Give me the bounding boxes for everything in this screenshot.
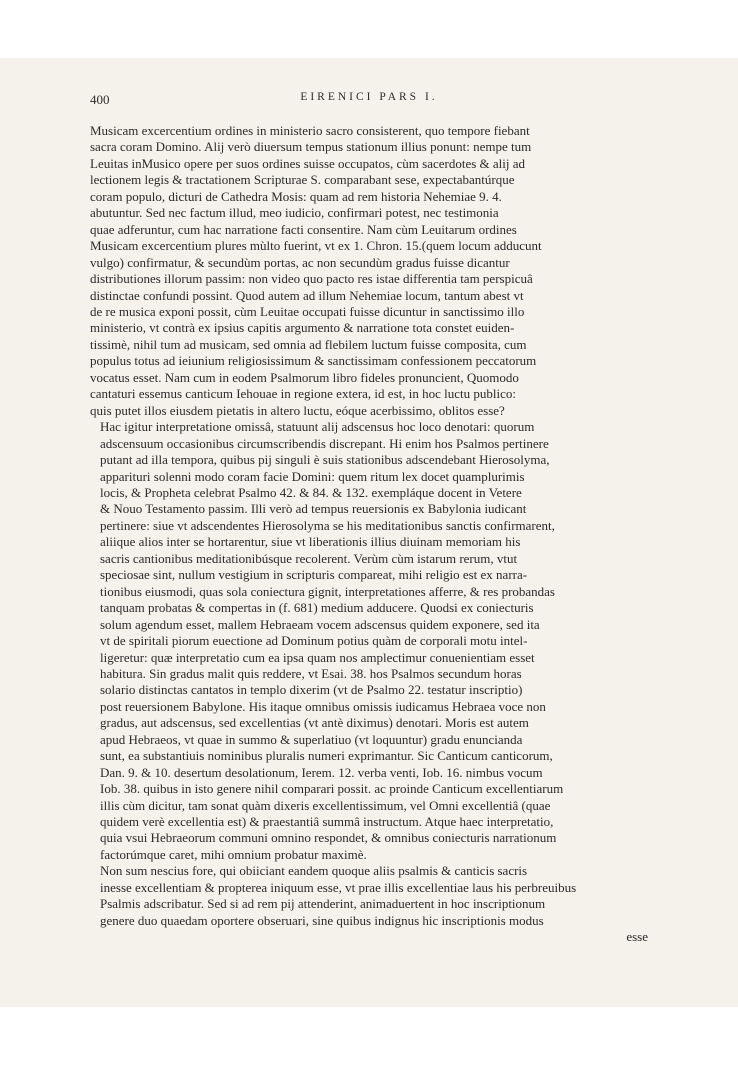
text-line: coram populo, dicturi de Cathedra Mosis: quam ad rem historia Nehemiae 9. 4.	[90, 188, 502, 204]
text-line: Leuitas inMusico opere per suos ordines suisse occupatos, cùm sacerdotes & alij ad	[90, 155, 526, 171]
text-line: genere duo quaedam oportere obseruari, sine quibus indignus hic inscriptionis modus	[100, 912, 544, 928]
text-line: vt de spiritali piorum euectione ad Dominum potius quàm de corporali motu intel-	[100, 633, 528, 649]
text-line: Iob. 38. quibus in isto genere nihil comparari possit. ac proinde Canticum excellentiarum	[100, 781, 564, 797]
book-page	[0, 58, 738, 1007]
text-line: populus totus ad ieiunium religiosissimum & sanctissimam confessionem peccatorum	[90, 353, 537, 369]
text-line: illis cùm dicitur, tam sonat quàm dixeris excellentissimum, vel Omni excellentiâ (quae	[100, 797, 551, 813]
text-line: Dan. 9. & 10. desertum desolationum, Ierem. 12. verba venti, Iob. 16. nimbus vocum	[100, 764, 543, 780]
text-line: inesse excellentiam & propterea iniquum esse, vt prae illis excellentiae laus his perbreuibus	[100, 879, 577, 895]
paragraph	[90, 123, 648, 419]
text-line: locis, & Propheta celebrat Psalmo 42. & 84. & 132. exempláque docent in Vetere	[100, 484, 522, 500]
page-number: 400	[90, 92, 110, 107]
text-line: vocatus esset. Nam cum in eodem Psalmorum libro fideles pronuncient, Quomodo	[90, 369, 519, 385]
text-line: solario distinctas cantatos in templo dixerim (vt de Psalmo 22. testatur inscriptio)	[100, 682, 523, 698]
text-line: cantaturi essemus canticum Iehouae in regione extera, id est, in hoc luctu publico:	[90, 386, 516, 402]
text-line: Musicam excercentium ordines in ministerio sacro consisterent, quo tempore fiebant	[90, 123, 530, 138]
catchword: esse	[626, 929, 648, 945]
text-line: tanquam probatas & compertas in (f. 681) medium adducere. Quodsi ex coniecturis	[100, 600, 534, 616]
text-line: quidem verè excellentia est) & praestantiâ summâ instructum. Atque haec interpretatio,	[100, 814, 554, 830]
text-line: ministerio, vt contrà ex ipsius capitis argumento & narratione tota constet euiden-	[90, 320, 515, 336]
text-line: quae adferuntur, cum hac narratione facti consentire. Nam cùm Leuitarum ordines	[90, 221, 517, 237]
text-line: quia vsui Hebraeorum communi omnino respondet, & omnibus coniecturis narrationum	[100, 830, 557, 846]
text-line: vulgo) confirmatur, & secundùm portas, ac non secundùm gradus fuisse dicantur	[90, 254, 510, 270]
text-line: aliique alios inter se hortarentur, siue vt liberationis illius diuinam memoriam his	[100, 534, 521, 550]
text-line: habitura. Sin gradus malit quis reddere, vt Esai. 38. hos Psalmos secundum horas	[100, 665, 522, 681]
text-line: sacra coram Domino. Alij verò diuersum tempus stationum illius ponunt: nempe tum	[90, 139, 532, 155]
text-line: Musicam excercentium plures mùlto fuerint, vt ex 1. Chron. 15.(quem locum adducunt	[90, 238, 542, 254]
paragraph	[90, 419, 648, 863]
paragraph	[90, 863, 648, 929]
text-line: pertinere: siue vt adscendentes Hierosolyma se his meditationibus sanctis confirmarent,	[100, 517, 555, 533]
text-line: apud Hebraeos, vt quae in summo & superlatiuo (vt loquuntur) gradu enuncianda	[100, 731, 523, 747]
text-line: quis putet illos eiusdem pietatis in altero luctu, eóque acerbissimo, oblitos esse?	[90, 402, 505, 418]
text-line: abutuntur. Sed nec factum illud, meo iudicio, confirmari potest, nec testimonia	[90, 205, 499, 221]
text-line: distinctae confundi possint. Quod autem ad illum Nehemiae locum, tantum abest vt	[90, 287, 524, 303]
text-line: tissimè, nihil tum ad musicam, sed omnia ad flebilem luctum fuisse composita, cum	[90, 336, 527, 352]
text-line: Psalmis adscribatur. Sed si ad rem pij attenderint, animaduertent in hoc inscriptionum	[100, 896, 546, 912]
text-line: gradus, aut adscensus, sed excellentias (vt antè diximus) denotari. Moris est autem	[100, 715, 529, 731]
text-line: adscensuum occasionibus circumscribendis discrepant. Hi enim hos Psalmos pertinere	[100, 435, 549, 451]
text-line: lectionem legis & tractationem Scripturae S. comparabant sese, expectabantúrque	[90, 172, 515, 188]
text-line: ligeretur: quæ interpretatio cum ea ipsa quam nos amplectimur conuenientiam esset	[100, 649, 535, 665]
text-line: distributiones illorum passim: non video quo pacto res istae differentia tam perspicuâ	[90, 271, 533, 287]
body-text	[90, 123, 648, 946]
text-line: Non sum nescius fore, qui obiiciant eandem quoque aliis psalmis & canticis sacris	[100, 863, 528, 879]
page-header	[90, 90, 648, 110]
text-line: Hac igitur interpretatione omissâ, statuunt alij adscensus hoc loco denotari: quorum	[100, 419, 535, 435]
running-title: EIRENICI PARS I.	[300, 91, 438, 103]
text-line: solum agendum esset, mallem Hebraeam vocem adscensus quidem exponere, sed ita	[100, 616, 540, 632]
text-line: de re musica exponi possit, cùm Leuitae occupati fuisse dicuntur in sanctissimo illo	[90, 303, 525, 319]
text-line: tionibus eiusmodi, quas sola coniectura gignit, interpretationes afferre, & res probandas	[100, 583, 555, 599]
text-line: speciosae sint, nullum vestigium in scripturis compareat, mihi religio est ex narra-	[100, 567, 528, 583]
text-line: putant ad illa tempora, quibus pij singuli è suis stationibus adscendebant Hierosolyma,	[100, 452, 550, 468]
text-line: sunt, ea substantiuis nominibus pluralis numeri exprimantur. Sic Canticum canticorum,	[100, 748, 553, 764]
text-line: apparituri solenni modo coram facie Domini: quem ritum lex docet quamplurimis	[100, 468, 525, 484]
text-line: & Nouo Testamento passim. Illi verò ad tempus reuersionis ex Babylonia iudicant	[100, 501, 527, 517]
text-line: post reuersionem Babylone. His itaque omnibus omissis iudicamus Hebraea voce non	[100, 698, 546, 714]
text-line: sacris cantionibus meditationibúsque recolerent. Verùm cùm istarum rerum, vtut	[100, 550, 518, 566]
text-line: factorúmque caret, mihi omnium probatur maximè.	[100, 846, 367, 862]
